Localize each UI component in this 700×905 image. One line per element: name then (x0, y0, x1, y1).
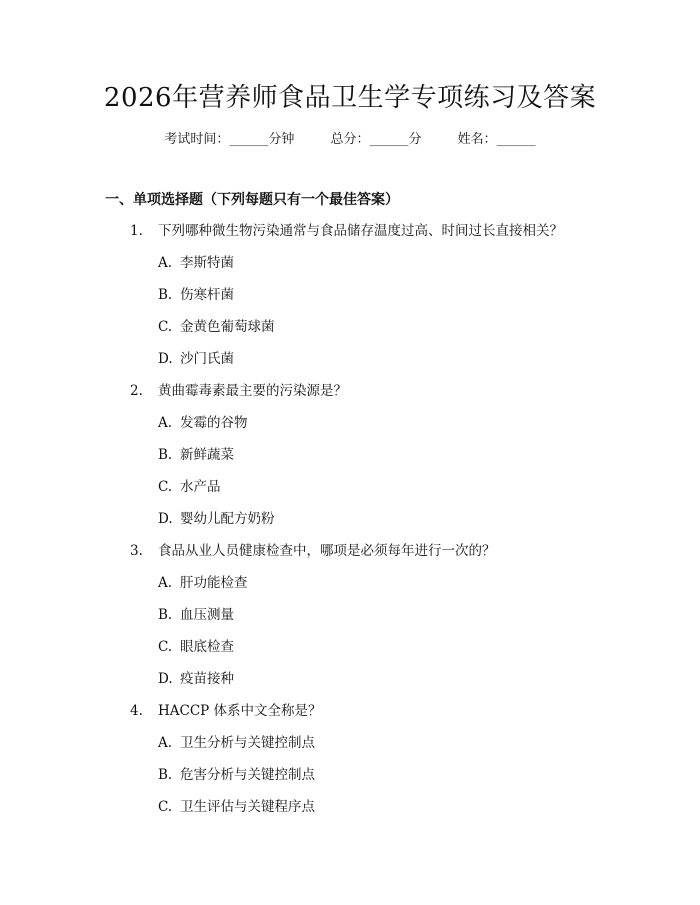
question-text: 下列哪种微生物污染通常与食品储存温度过高、时间过长直接相关？ (158, 223, 563, 239)
answer-option (158, 637, 234, 657)
answer-option (158, 317, 275, 337)
answer-option (158, 477, 221, 497)
option-text: 卫生评估与关键程序点 (180, 799, 315, 815)
exam-time-blank: ______ (229, 132, 269, 147)
section-heading: 一、单项选择题（下列每题只有一个最佳答案） (105, 192, 399, 208)
answer-option (158, 413, 248, 433)
option-text: 新鲜蔬菜 (180, 447, 234, 463)
option-text: 伤寒杆菌 (180, 287, 234, 303)
option-text: 水产品 (180, 479, 221, 495)
total-score-field (330, 130, 421, 150)
option-text: 李斯特菌 (180, 255, 234, 271)
exam-info-line (0, 130, 700, 150)
question-number: 2. (130, 383, 143, 399)
option-text: 危害分析与关键控制点 (180, 767, 315, 783)
answer-option (158, 445, 234, 465)
answer-option (158, 797, 315, 817)
document-title: 2026年营养师食品卫生学专项练习及答案 (103, 83, 597, 113)
option-letter: D. (158, 671, 173, 687)
name-blank: ______ (496, 132, 536, 147)
answer-option (158, 765, 315, 785)
option-text: 沙门氏菌 (180, 351, 234, 367)
answer-option (158, 253, 234, 273)
option-text: 卫生分析与关键控制点 (180, 735, 315, 751)
option-text: 血压测量 (180, 607, 234, 623)
question-text: HACCP 体系中文全称是？ (158, 703, 322, 719)
answer-option (158, 285, 234, 305)
option-letter: B. (158, 607, 173, 623)
name-field (458, 130, 536, 150)
option-letter: C. (158, 479, 173, 495)
option-letter: C. (158, 639, 173, 655)
option-letter: A. (158, 255, 173, 271)
option-letter: B. (158, 767, 173, 783)
option-letter: D. (158, 351, 173, 367)
question-item (130, 701, 322, 721)
option-text: 婴幼儿配方奶粉 (180, 511, 275, 527)
question-item (130, 381, 347, 401)
question-number: 1. (130, 223, 143, 239)
option-letter: A. (158, 415, 173, 431)
total-score-label: 总分： (330, 132, 370, 147)
question-text: 食品从业人员健康检查中，哪项是必须每年进行一次的？ (158, 543, 496, 559)
option-letter: A. (158, 575, 173, 591)
question-number: 3. (130, 543, 143, 559)
answer-option (158, 349, 234, 369)
total-score-blank: ______ (369, 132, 409, 147)
name-label: 姓名： (457, 132, 497, 147)
option-text: 金黄色葡萄球菌 (180, 319, 275, 335)
exam-time-unit: 分钟 (268, 132, 295, 147)
answer-option (158, 669, 234, 689)
option-letter: C. (158, 319, 173, 335)
option-text: 眼底检查 (180, 639, 234, 655)
option-letter: D. (158, 511, 173, 527)
answer-option (158, 605, 234, 625)
exam-time-label: 考试时间： (164, 132, 230, 147)
question-item (130, 541, 496, 561)
answer-option (158, 509, 275, 529)
option-text: 肝功能检查 (180, 575, 248, 591)
exam-time-field (164, 130, 294, 150)
option-text: 发霉的谷物 (180, 415, 248, 431)
option-letter: B. (158, 287, 173, 303)
option-text: 疫苗接种 (180, 671, 234, 687)
option-letter: B. (158, 447, 173, 463)
question-item (130, 221, 563, 241)
answer-option (158, 733, 315, 753)
question-text: 黄曲霉毒素最主要的污染源是？ (158, 383, 347, 399)
answer-option (158, 573, 248, 593)
option-letter: A. (158, 735, 173, 751)
option-letter: C. (158, 799, 173, 815)
total-score-unit: 分 (408, 132, 422, 147)
question-number: 4. (130, 703, 143, 719)
